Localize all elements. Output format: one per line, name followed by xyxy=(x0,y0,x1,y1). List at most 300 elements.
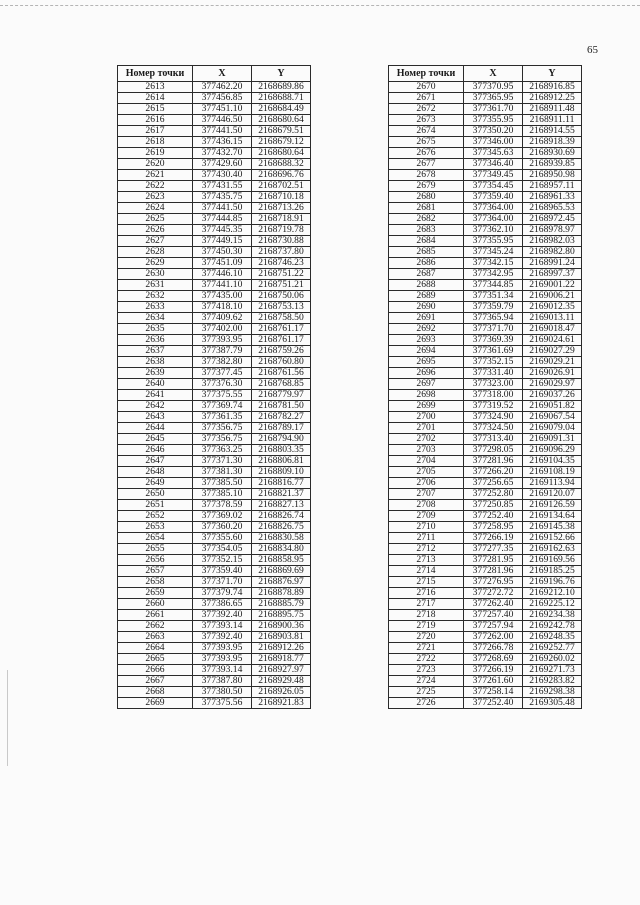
x-coordinate-cell: 377431.55 xyxy=(193,181,252,192)
x-coordinate-cell: 377361.69 xyxy=(464,346,523,357)
point-number-cell: 2704 xyxy=(389,456,464,467)
table-row xyxy=(389,236,582,247)
table-row xyxy=(389,170,582,181)
y-coordinate-cell: 2168982.03 xyxy=(523,236,582,247)
table-row xyxy=(118,467,311,478)
table-header-row xyxy=(118,66,311,82)
y-coordinate-cell: 2168858.95 xyxy=(252,555,311,566)
point-number-cell: 2623 xyxy=(118,192,193,203)
table-row xyxy=(389,346,582,357)
y-coordinate-cell: 2168830.58 xyxy=(252,533,311,544)
x-coordinate-cell: 377393.95 xyxy=(193,643,252,654)
table-row xyxy=(389,302,582,313)
table-row xyxy=(389,676,582,687)
y-coordinate-cell: 2169096.29 xyxy=(523,445,582,456)
y-coordinate-cell: 2169242.78 xyxy=(523,621,582,632)
y-coordinate-cell: 2168781.50 xyxy=(252,401,311,412)
header-point-number: Номер точки xyxy=(118,66,193,82)
point-number-cell: 2675 xyxy=(389,137,464,148)
table-header-row xyxy=(389,66,582,82)
x-coordinate-cell: 377449.15 xyxy=(193,236,252,247)
point-number-cell: 2622 xyxy=(118,181,193,192)
header-point-number: Номер точки xyxy=(389,66,464,82)
y-coordinate-cell: 2168821.37 xyxy=(252,489,311,500)
point-number-cell: 2625 xyxy=(118,214,193,225)
point-number-cell: 2689 xyxy=(389,291,464,302)
x-coordinate-cell: 377250.85 xyxy=(464,500,523,511)
y-coordinate-cell: 2169283.82 xyxy=(523,676,582,687)
y-coordinate-cell: 2168930.69 xyxy=(523,148,582,159)
y-coordinate-cell: 2168710.18 xyxy=(252,192,311,203)
x-coordinate-cell: 377281.96 xyxy=(464,566,523,577)
x-coordinate-cell: 377387.79 xyxy=(193,346,252,357)
table-row xyxy=(118,555,311,566)
point-number-cell: 2665 xyxy=(118,654,193,665)
table-row xyxy=(389,456,582,467)
y-coordinate-cell: 2169134.64 xyxy=(523,511,582,522)
x-coordinate-cell: 377252.40 xyxy=(464,698,523,709)
x-coordinate-cell: 377377.45 xyxy=(193,368,252,379)
point-number-cell: 2624 xyxy=(118,203,193,214)
x-coordinate-cell: 377386.65 xyxy=(193,599,252,610)
point-number-cell: 2636 xyxy=(118,335,193,346)
point-number-cell: 2668 xyxy=(118,687,193,698)
x-coordinate-cell: 377258.95 xyxy=(464,522,523,533)
point-number-cell: 2695 xyxy=(389,357,464,368)
point-number-cell: 2717 xyxy=(389,599,464,610)
table-row xyxy=(389,181,582,192)
y-coordinate-cell: 2169018.47 xyxy=(523,324,582,335)
x-coordinate-cell: 377379.74 xyxy=(193,588,252,599)
x-coordinate-cell: 377359.79 xyxy=(464,302,523,313)
point-number-cell: 2660 xyxy=(118,599,193,610)
y-coordinate-cell: 2168978.97 xyxy=(523,225,582,236)
point-number-cell: 2664 xyxy=(118,643,193,654)
y-coordinate-cell: 2168713.26 xyxy=(252,203,311,214)
y-coordinate-cell: 2168737.80 xyxy=(252,247,311,258)
y-coordinate-cell: 2168680.64 xyxy=(252,148,311,159)
y-coordinate-cell: 2168912.26 xyxy=(252,643,311,654)
x-coordinate-cell: 377354.05 xyxy=(193,544,252,555)
y-coordinate-cell: 2168869.69 xyxy=(252,566,311,577)
table-row xyxy=(118,390,311,401)
y-coordinate-cell: 2168761.17 xyxy=(252,324,311,335)
x-coordinate-cell: 377346.00 xyxy=(464,137,523,148)
point-number-cell: 2671 xyxy=(389,93,464,104)
table-row xyxy=(118,225,311,236)
table-row xyxy=(389,126,582,137)
point-number-cell: 2620 xyxy=(118,159,193,170)
x-coordinate-cell: 377451.09 xyxy=(193,258,252,269)
point-number-cell: 2661 xyxy=(118,610,193,621)
point-number-cell: 2638 xyxy=(118,357,193,368)
y-coordinate-cell: 2168997.37 xyxy=(523,269,582,280)
x-coordinate-cell: 377257.94 xyxy=(464,621,523,632)
y-coordinate-cell: 2168982.80 xyxy=(523,247,582,258)
y-coordinate-cell: 2168789.17 xyxy=(252,423,311,434)
y-coordinate-cell: 2168929.48 xyxy=(252,676,311,687)
y-coordinate-cell: 2168688.32 xyxy=(252,159,311,170)
table-row xyxy=(389,159,582,170)
y-coordinate-cell: 2168916.85 xyxy=(523,82,582,93)
top-scan-rule xyxy=(0,5,640,6)
y-coordinate-cell: 2169013.11 xyxy=(523,313,582,324)
point-number-cell: 2627 xyxy=(118,236,193,247)
y-coordinate-cell: 2169006.21 xyxy=(523,291,582,302)
table-row xyxy=(118,511,311,522)
table-row xyxy=(118,599,311,610)
y-coordinate-cell: 2168826.74 xyxy=(252,511,311,522)
point-number-cell: 2662 xyxy=(118,621,193,632)
point-number-cell: 2703 xyxy=(389,445,464,456)
point-number-cell: 2708 xyxy=(389,500,464,511)
y-coordinate-cell: 2169248.35 xyxy=(523,632,582,643)
x-coordinate-cell: 377363.25 xyxy=(193,445,252,456)
table-row xyxy=(389,214,582,225)
y-coordinate-cell: 2168912.25 xyxy=(523,93,582,104)
point-number-cell: 2666 xyxy=(118,665,193,676)
x-coordinate-cell: 377342.15 xyxy=(464,258,523,269)
point-number-cell: 2681 xyxy=(389,203,464,214)
y-coordinate-cell: 2169113.94 xyxy=(523,478,582,489)
table-row xyxy=(389,137,582,148)
y-coordinate-cell: 2169234.38 xyxy=(523,610,582,621)
point-number-cell: 2653 xyxy=(118,522,193,533)
x-coordinate-cell: 377345.63 xyxy=(464,148,523,159)
table-row xyxy=(118,357,311,368)
y-coordinate-cell: 2168680.64 xyxy=(252,115,311,126)
table-row xyxy=(118,423,311,434)
point-number-cell: 2655 xyxy=(118,544,193,555)
y-coordinate-cell: 2168779.97 xyxy=(252,390,311,401)
point-number-cell: 2663 xyxy=(118,632,193,643)
x-coordinate-cell: 377393.95 xyxy=(193,335,252,346)
table-row xyxy=(389,522,582,533)
header-x: X xyxy=(464,66,523,82)
y-coordinate-cell: 2169126.59 xyxy=(523,500,582,511)
y-coordinate-cell: 2168827.13 xyxy=(252,500,311,511)
point-number-cell: 2702 xyxy=(389,434,464,445)
point-number-cell: 2722 xyxy=(389,654,464,665)
coordinates-body-right xyxy=(389,82,582,709)
x-coordinate-cell: 377360.20 xyxy=(193,522,252,533)
x-coordinate-cell: 377370.95 xyxy=(464,82,523,93)
point-number-cell: 2616 xyxy=(118,115,193,126)
table-row xyxy=(118,280,311,291)
point-number-cell: 2721 xyxy=(389,643,464,654)
x-coordinate-cell: 377331.40 xyxy=(464,368,523,379)
table-row xyxy=(389,390,582,401)
table-row xyxy=(389,621,582,632)
x-coordinate-cell: 377380.50 xyxy=(193,687,252,698)
y-coordinate-cell: 2168759.26 xyxy=(252,346,311,357)
point-number-cell: 2659 xyxy=(118,588,193,599)
y-coordinate-cell: 2169298.38 xyxy=(523,687,582,698)
table-row xyxy=(389,269,582,280)
point-number-cell: 2658 xyxy=(118,577,193,588)
x-coordinate-cell: 377257.40 xyxy=(464,610,523,621)
x-coordinate-cell: 377432.70 xyxy=(193,148,252,159)
point-number-cell: 2674 xyxy=(389,126,464,137)
x-coordinate-cell: 377356.75 xyxy=(193,434,252,445)
table-row xyxy=(389,280,582,291)
point-number-cell: 2621 xyxy=(118,170,193,181)
table-row xyxy=(118,489,311,500)
y-coordinate-cell: 2168679.12 xyxy=(252,137,311,148)
x-coordinate-cell: 377462.20 xyxy=(193,82,252,93)
y-coordinate-cell: 2168816.77 xyxy=(252,478,311,489)
point-number-cell: 2632 xyxy=(118,291,193,302)
y-coordinate-cell: 2169001.22 xyxy=(523,280,582,291)
x-coordinate-cell: 377441.50 xyxy=(193,126,252,137)
point-number-cell: 2683 xyxy=(389,225,464,236)
y-coordinate-cell: 2168761.56 xyxy=(252,368,311,379)
table-row xyxy=(389,313,582,324)
x-coordinate-cell: 377351.34 xyxy=(464,291,523,302)
y-coordinate-cell: 2168895.75 xyxy=(252,610,311,621)
table-row xyxy=(389,467,582,478)
table-row xyxy=(389,577,582,588)
table-row xyxy=(118,434,311,445)
table-row xyxy=(118,401,311,412)
x-coordinate-cell: 377350.20 xyxy=(464,126,523,137)
y-coordinate-cell: 2168965.53 xyxy=(523,203,582,214)
table-row xyxy=(118,104,311,115)
y-coordinate-cell: 2169169.56 xyxy=(523,555,582,566)
table-row xyxy=(118,346,311,357)
y-coordinate-cell: 2169027.29 xyxy=(523,346,582,357)
table-row xyxy=(118,643,311,654)
y-coordinate-cell: 2168806.81 xyxy=(252,456,311,467)
point-number-cell: 2613 xyxy=(118,82,193,93)
x-coordinate-cell: 377430.40 xyxy=(193,170,252,181)
y-coordinate-cell: 2168950.98 xyxy=(523,170,582,181)
page-number: 65 xyxy=(587,44,598,56)
y-coordinate-cell: 2168718.91 xyxy=(252,214,311,225)
y-coordinate-cell: 2169271.73 xyxy=(523,665,582,676)
table-row xyxy=(389,104,582,115)
y-coordinate-cell: 2168702.51 xyxy=(252,181,311,192)
x-coordinate-cell: 377262.00 xyxy=(464,632,523,643)
y-coordinate-cell: 2168911.48 xyxy=(523,104,582,115)
y-coordinate-cell: 2169212.10 xyxy=(523,588,582,599)
table-row xyxy=(118,214,311,225)
point-number-cell: 2657 xyxy=(118,566,193,577)
point-number-cell: 2720 xyxy=(389,632,464,643)
x-coordinate-cell: 377429.60 xyxy=(193,159,252,170)
point-number-cell: 2712 xyxy=(389,544,464,555)
y-coordinate-cell: 2169024.61 xyxy=(523,335,582,346)
point-number-cell: 2687 xyxy=(389,269,464,280)
x-coordinate-cell: 377362.10 xyxy=(464,225,523,236)
coordinates-table-left xyxy=(117,65,311,709)
x-coordinate-cell: 377369.02 xyxy=(193,511,252,522)
point-number-cell: 2643 xyxy=(118,412,193,423)
x-coordinate-cell: 377375.56 xyxy=(193,698,252,709)
point-number-cell: 2724 xyxy=(389,676,464,687)
point-number-cell: 2713 xyxy=(389,555,464,566)
table-row xyxy=(389,654,582,665)
point-number-cell: 2715 xyxy=(389,577,464,588)
point-number-cell: 2725 xyxy=(389,687,464,698)
y-coordinate-cell: 2168730.88 xyxy=(252,236,311,247)
table-row xyxy=(118,192,311,203)
y-coordinate-cell: 2169305.48 xyxy=(523,698,582,709)
coordinates-body-left xyxy=(118,82,311,709)
table-row xyxy=(389,533,582,544)
table-row xyxy=(389,687,582,698)
table-row xyxy=(389,225,582,236)
point-number-cell: 2641 xyxy=(118,390,193,401)
x-coordinate-cell: 377346.40 xyxy=(464,159,523,170)
table-row xyxy=(389,192,582,203)
table-row xyxy=(118,379,311,390)
point-number-cell: 2678 xyxy=(389,170,464,181)
table-row xyxy=(389,511,582,522)
point-number-cell: 2706 xyxy=(389,478,464,489)
y-coordinate-cell: 2169037.26 xyxy=(523,390,582,401)
table-row xyxy=(118,698,311,709)
x-coordinate-cell: 377359.40 xyxy=(193,566,252,577)
x-coordinate-cell: 377361.35 xyxy=(193,412,252,423)
point-number-cell: 2628 xyxy=(118,247,193,258)
y-coordinate-cell: 2169225.12 xyxy=(523,599,582,610)
table-row xyxy=(389,401,582,412)
point-number-cell: 2648 xyxy=(118,467,193,478)
x-coordinate-cell: 377381.30 xyxy=(193,467,252,478)
x-coordinate-cell: 377252.80 xyxy=(464,489,523,500)
table-row xyxy=(118,566,311,577)
point-number-cell: 2670 xyxy=(389,82,464,93)
table-row xyxy=(118,258,311,269)
y-coordinate-cell: 2169108.19 xyxy=(523,467,582,478)
table-row xyxy=(118,291,311,302)
point-number-cell: 2642 xyxy=(118,401,193,412)
point-number-cell: 2644 xyxy=(118,423,193,434)
coordinates-table-right xyxy=(388,65,582,709)
header-y: Y xyxy=(523,66,582,82)
table-row xyxy=(389,698,582,709)
x-coordinate-cell: 377356.75 xyxy=(193,423,252,434)
y-coordinate-cell: 2168921.83 xyxy=(252,698,311,709)
table-row xyxy=(389,148,582,159)
x-coordinate-cell: 377441.10 xyxy=(193,280,252,291)
point-number-cell: 2676 xyxy=(389,148,464,159)
y-coordinate-cell: 2168918.77 xyxy=(252,654,311,665)
x-coordinate-cell: 377385.50 xyxy=(193,478,252,489)
x-coordinate-cell: 377436.15 xyxy=(193,137,252,148)
table-row xyxy=(389,357,582,368)
y-coordinate-cell: 2168803.35 xyxy=(252,445,311,456)
y-coordinate-cell: 2168918.39 xyxy=(523,137,582,148)
point-number-cell: 2645 xyxy=(118,434,193,445)
point-number-cell: 2718 xyxy=(389,610,464,621)
table-row xyxy=(389,115,582,126)
y-coordinate-cell: 2168914.55 xyxy=(523,126,582,137)
point-number-cell: 2716 xyxy=(389,588,464,599)
table-row xyxy=(118,456,311,467)
x-coordinate-cell: 377281.96 xyxy=(464,456,523,467)
x-coordinate-cell: 377272.72 xyxy=(464,588,523,599)
table-row xyxy=(118,654,311,665)
x-coordinate-cell: 377281.95 xyxy=(464,555,523,566)
table-row xyxy=(389,423,582,434)
x-coordinate-cell: 377371.70 xyxy=(464,324,523,335)
x-coordinate-cell: 377266.19 xyxy=(464,533,523,544)
point-number-cell: 2684 xyxy=(389,236,464,247)
y-coordinate-cell: 2168782.27 xyxy=(252,412,311,423)
point-number-cell: 2635 xyxy=(118,324,193,335)
point-number-cell: 2672 xyxy=(389,104,464,115)
table-row xyxy=(389,478,582,489)
point-number-cell: 2649 xyxy=(118,478,193,489)
y-coordinate-cell: 2169162.63 xyxy=(523,544,582,555)
point-number-cell: 2694 xyxy=(389,346,464,357)
table-row xyxy=(118,522,311,533)
y-coordinate-cell: 2168684.49 xyxy=(252,104,311,115)
point-number-cell: 2698 xyxy=(389,390,464,401)
x-coordinate-cell: 377319.52 xyxy=(464,401,523,412)
x-coordinate-cell: 377371.70 xyxy=(193,577,252,588)
point-number-cell: 2647 xyxy=(118,456,193,467)
x-coordinate-cell: 377446.10 xyxy=(193,269,252,280)
x-coordinate-cell: 377393.14 xyxy=(193,665,252,676)
y-coordinate-cell: 2168926.05 xyxy=(252,687,311,698)
x-coordinate-cell: 377369.74 xyxy=(193,401,252,412)
x-coordinate-cell: 377298.05 xyxy=(464,445,523,456)
x-coordinate-cell: 377365.94 xyxy=(464,313,523,324)
table-row xyxy=(389,412,582,423)
x-coordinate-cell: 377268.69 xyxy=(464,654,523,665)
table-row xyxy=(118,313,311,324)
x-coordinate-cell: 377369.39 xyxy=(464,335,523,346)
point-number-cell: 2615 xyxy=(118,104,193,115)
y-coordinate-cell: 2168758.50 xyxy=(252,313,311,324)
point-number-cell: 2700 xyxy=(389,412,464,423)
y-coordinate-cell: 2169079.04 xyxy=(523,423,582,434)
y-coordinate-cell: 2168679.51 xyxy=(252,126,311,137)
x-coordinate-cell: 377409.62 xyxy=(193,313,252,324)
table-row xyxy=(118,324,311,335)
x-coordinate-cell: 377435.75 xyxy=(193,192,252,203)
y-coordinate-cell: 2168688.71 xyxy=(252,93,311,104)
x-coordinate-cell: 377261.60 xyxy=(464,676,523,687)
y-coordinate-cell: 2168750.06 xyxy=(252,291,311,302)
y-coordinate-cell: 2168760.80 xyxy=(252,357,311,368)
table-row xyxy=(389,368,582,379)
x-coordinate-cell: 377262.40 xyxy=(464,599,523,610)
table-row xyxy=(118,236,311,247)
x-coordinate-cell: 377266.20 xyxy=(464,467,523,478)
table-row xyxy=(389,203,582,214)
y-coordinate-cell: 2168794.90 xyxy=(252,434,311,445)
point-number-cell: 2714 xyxy=(389,566,464,577)
x-coordinate-cell: 377258.14 xyxy=(464,687,523,698)
point-number-cell: 2651 xyxy=(118,500,193,511)
y-coordinate-cell: 2168768.85 xyxy=(252,379,311,390)
table-row xyxy=(118,544,311,555)
point-number-cell: 2707 xyxy=(389,489,464,500)
table-row xyxy=(118,82,311,93)
x-coordinate-cell: 377456.85 xyxy=(193,93,252,104)
table-row xyxy=(118,137,311,148)
y-coordinate-cell: 2168689.86 xyxy=(252,82,311,93)
header-x: X xyxy=(193,66,252,82)
x-coordinate-cell: 377355.95 xyxy=(464,236,523,247)
table-row xyxy=(389,324,582,335)
point-number-cell: 2726 xyxy=(389,698,464,709)
x-coordinate-cell: 377266.19 xyxy=(464,665,523,676)
